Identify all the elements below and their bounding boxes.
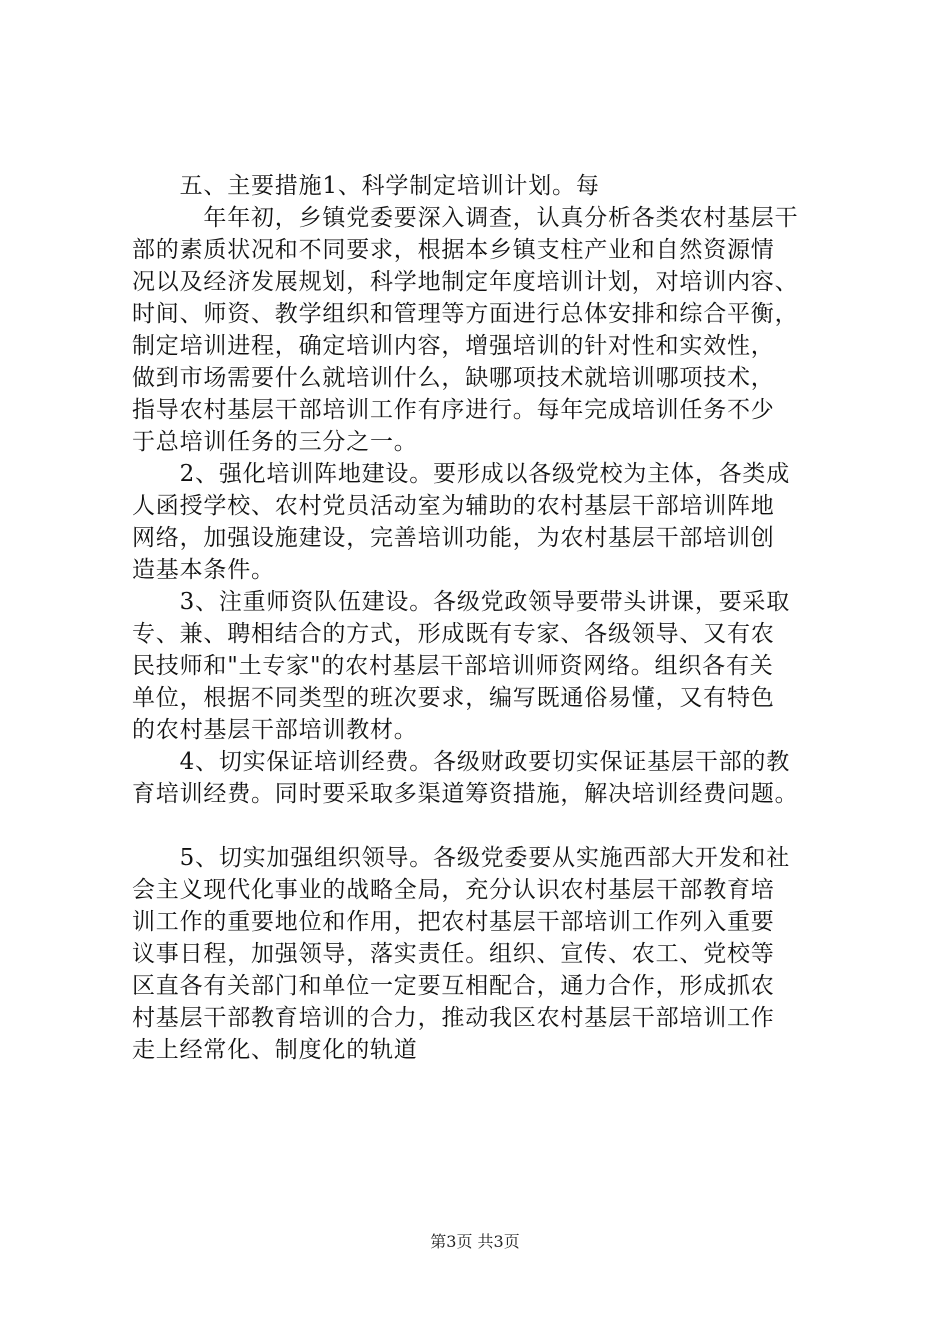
text-line: 4、切实保证培训经费。各级财政要切实保证基层干部的教 [132, 749, 791, 775]
text-line: 育培训经费。同时要采取多渠道筹资措施，解决培训经费问题。 [132, 781, 799, 807]
page-footer: 第3页 共3页 [430, 1232, 520, 1251]
text-line: 单位，根据不同类型的班次要求，编写既通俗易懂，又有特色 [132, 685, 775, 711]
text-line: 时间、师资、教学组织和管理等方面进行总体安排和综合平衡， [132, 301, 799, 327]
text-line: 2、强化培训阵地建设。要形成以各级党校为主体，各类成 [132, 461, 791, 487]
text-line: 网络，加强设施建设，完善培训功能，为农村基层干部培训创 [132, 525, 775, 551]
document-body [132, 170, 852, 1066]
text-line: 会主义现代化事业的战略全局，充分认识农村基层干部教育培 [132, 877, 775, 903]
text-line: 训工作的重要地位和作用，把农村基层干部培训工作列入重要 [132, 909, 775, 935]
text-line: 5、切实加强组织领导。各级党委要从实施西部大开发和社 [132, 845, 791, 871]
text-line: 制定培训进程，确定培训内容，增强培训的针对性和实效性， [132, 333, 775, 359]
text-line: 3、注重师资队伍建设。各级党政领导要带头讲课，要采取 [132, 589, 791, 615]
text-line: 指导农村基层干部培训工作有序进行。每年完成培训任务不少 [132, 397, 775, 423]
text-line: 人函授学校、农村党员活动室为辅助的农村基层干部培训阵地 [132, 493, 775, 519]
text-line: 况以及经济发展规划，科学地制定年度培训计划，对培训内容、 [132, 269, 799, 295]
text-line: 的农村基层干部培训教材。 [132, 717, 418, 743]
paragraph-gap [132, 810, 852, 842]
text-line: 专、兼、聘相结合的方式，形成既有专家、各级领导、又有农 [132, 621, 775, 647]
text-line: 部的素质状况和不同要求，根据本乡镇支柱产业和自然资源情 [132, 237, 775, 263]
text-line: 区直各有关部门和单位一定要互相配合，通力合作，形成抓农 [132, 973, 775, 999]
text-line: 做到市场需要什么就培训什么，缺哪项技术就培训哪项技术， [132, 365, 775, 391]
text-line: 议事日程，加强领导，落实责任。组织、宣传、农工、党校等 [132, 941, 775, 967]
text-line: 村基层干部教育培训的合力，推动我区农村基层干部培训工作 [132, 1005, 775, 1031]
text-line: 五、主要措施1、科学制定培训计划。每 [132, 173, 600, 199]
text-line: 走上经常化、制度化的轨道 [132, 1037, 418, 1063]
text-line: 于总培训任务的三分之一。 [132, 429, 418, 455]
text-line: 造基本条件。 [132, 557, 275, 583]
text-line: 民技师和"土专家"的农村基层干部培训师资网络。组织各有关 [132, 653, 774, 679]
text-line: 年年初，乡镇党委要深入调查，认真分析各类农村基层干 [132, 205, 799, 231]
